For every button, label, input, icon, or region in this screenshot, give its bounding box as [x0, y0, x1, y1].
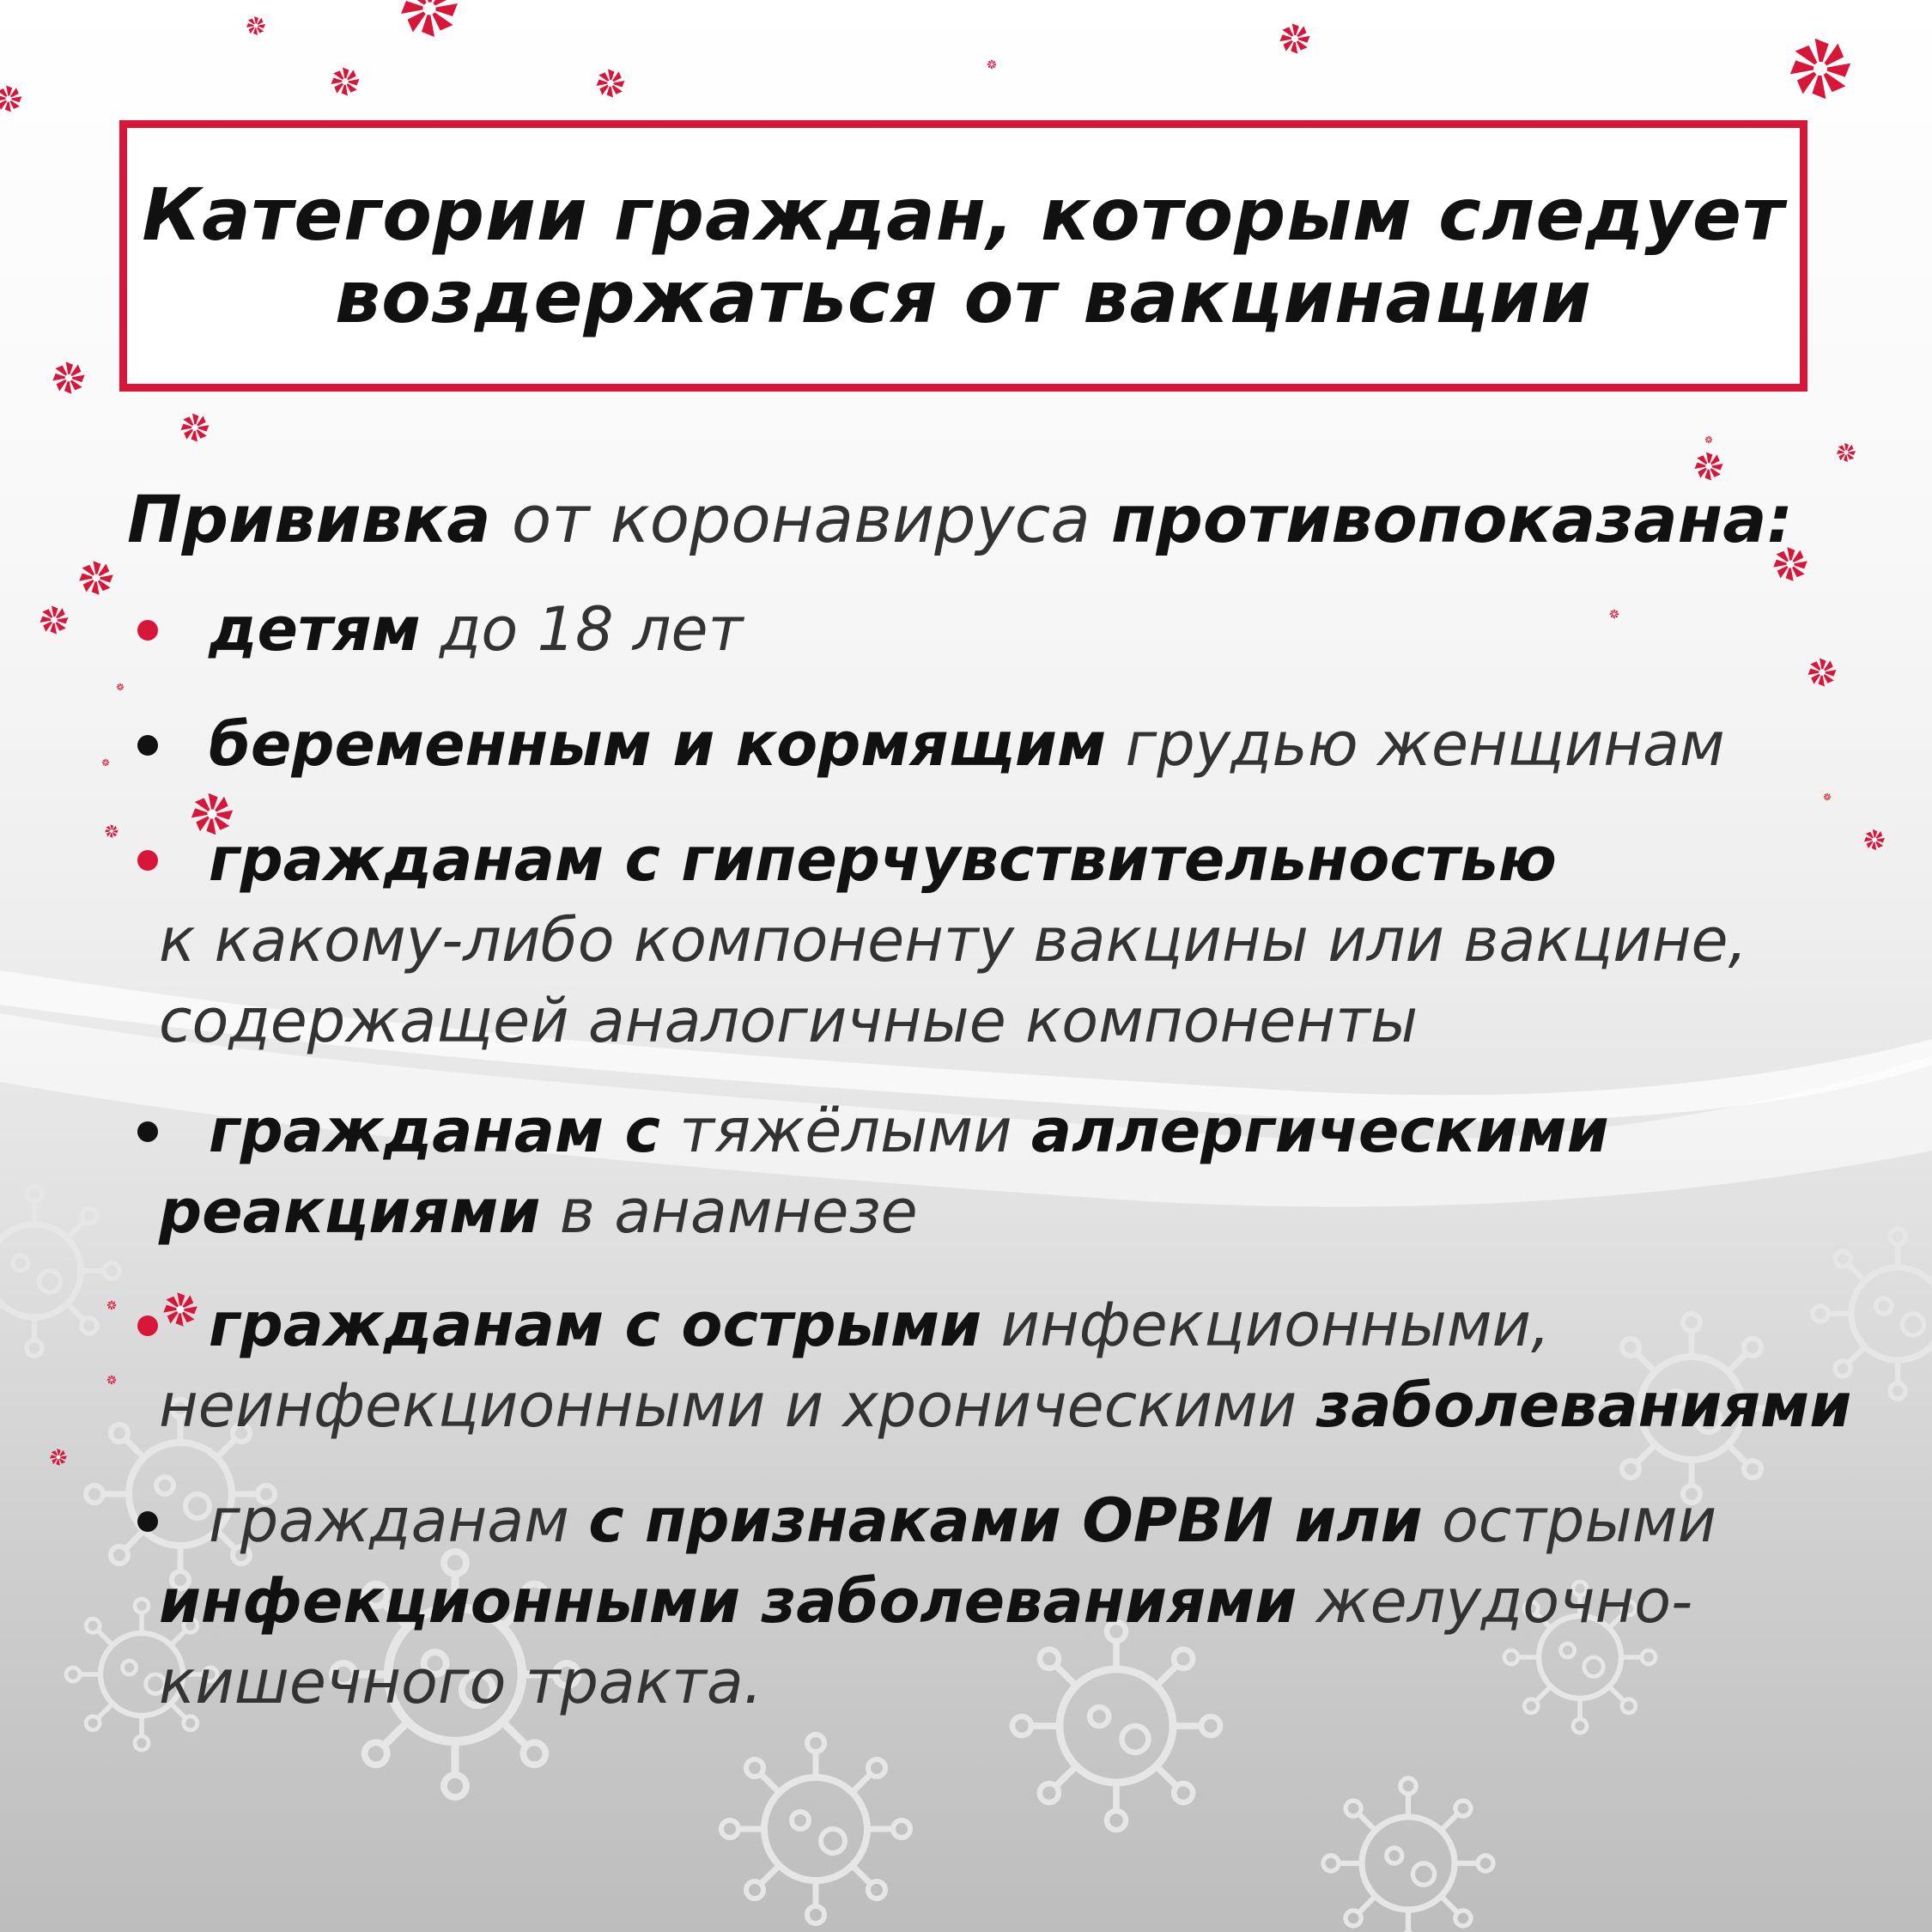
list-item-line	[127, 1642, 1844, 1722]
emphasis-text: с признаками ОРВИ или	[588, 1485, 1423, 1556]
list-item	[127, 1480, 1844, 1722]
bullet-dot	[137, 1315, 158, 1336]
emphasis-text: реакциями	[159, 1176, 541, 1247]
plain-text: желудочно-	[1297, 1566, 1693, 1637]
emphasis-text: детям	[209, 594, 421, 665]
lead-sentence	[127, 481, 1844, 558]
page-title-line-1: Категории граждан, которым следует	[142, 173, 1785, 257]
plain-text: неинфекционными и хроническими	[159, 1370, 1316, 1441]
plain-text: грудью женщинам	[1106, 709, 1725, 780]
lead-word-contraindicated: противопоказана:	[1111, 481, 1793, 557]
contraindications-section	[127, 481, 1852, 1722]
bullet-dot	[137, 1511, 158, 1532]
list-item	[127, 1091, 1844, 1252]
emphasis-text: гражданам с гиперчувствительностью	[209, 824, 1557, 895]
list-item-line	[127, 981, 1844, 1061]
lead-connector: от коронавируса	[490, 481, 1111, 557]
title-box	[119, 120, 1807, 392]
list-item-line	[127, 819, 1844, 900]
emphasis-text: беременным и кормящим	[209, 709, 1107, 780]
plain-text: гражданам	[209, 1485, 589, 1556]
list-item-line	[127, 1285, 1844, 1365]
lead-word-vaccination: Прививка	[127, 481, 491, 557]
list-item-line	[127, 1365, 1852, 1446]
list-item-line	[127, 1561, 1844, 1642]
plain-text: содержащей аналогичные компоненты	[159, 986, 1419, 1056]
list-item-line	[127, 589, 1844, 670]
plain-text: кишечного тракта.	[159, 1647, 763, 1717]
emphasis-text: инфекционными заболеваниями	[159, 1566, 1297, 1637]
list-item	[127, 1285, 1852, 1446]
plain-text: острыми	[1422, 1485, 1717, 1556]
list-item-line	[127, 1171, 1844, 1252]
plain-text: до 18 лет	[420, 594, 744, 665]
list-item-line	[127, 900, 1844, 981]
bullet-dot	[137, 620, 158, 641]
list-item	[127, 589, 1844, 670]
emphasis-text: аллергическими	[1030, 1096, 1609, 1166]
emphasis-text: гражданам с	[209, 1096, 661, 1166]
emphasis-text: гражданам с острыми	[209, 1290, 982, 1360]
list-item	[127, 819, 1844, 1061]
plain-text: к какому-либо компоненту вакцины или вакцине,	[159, 905, 1747, 975]
contraindications-list	[127, 589, 1852, 1722]
bullet-dot	[137, 850, 158, 871]
plain-text: в анамнезе	[540, 1176, 918, 1247]
bullet-dot	[137, 735, 158, 756]
emphasis-text: заболеваниями	[1315, 1370, 1852, 1441]
list-item-line	[127, 1480, 1844, 1561]
list-item-line	[127, 704, 1844, 785]
plain-text: инфекционными,	[981, 1290, 1551, 1360]
plain-text: тяжёлыми	[660, 1096, 1031, 1166]
list-item-line	[127, 1091, 1844, 1171]
bullet-dot	[137, 1121, 158, 1142]
page-title-line-2: воздержаться от вакцинации	[335, 255, 1592, 339]
list-item	[127, 704, 1844, 785]
